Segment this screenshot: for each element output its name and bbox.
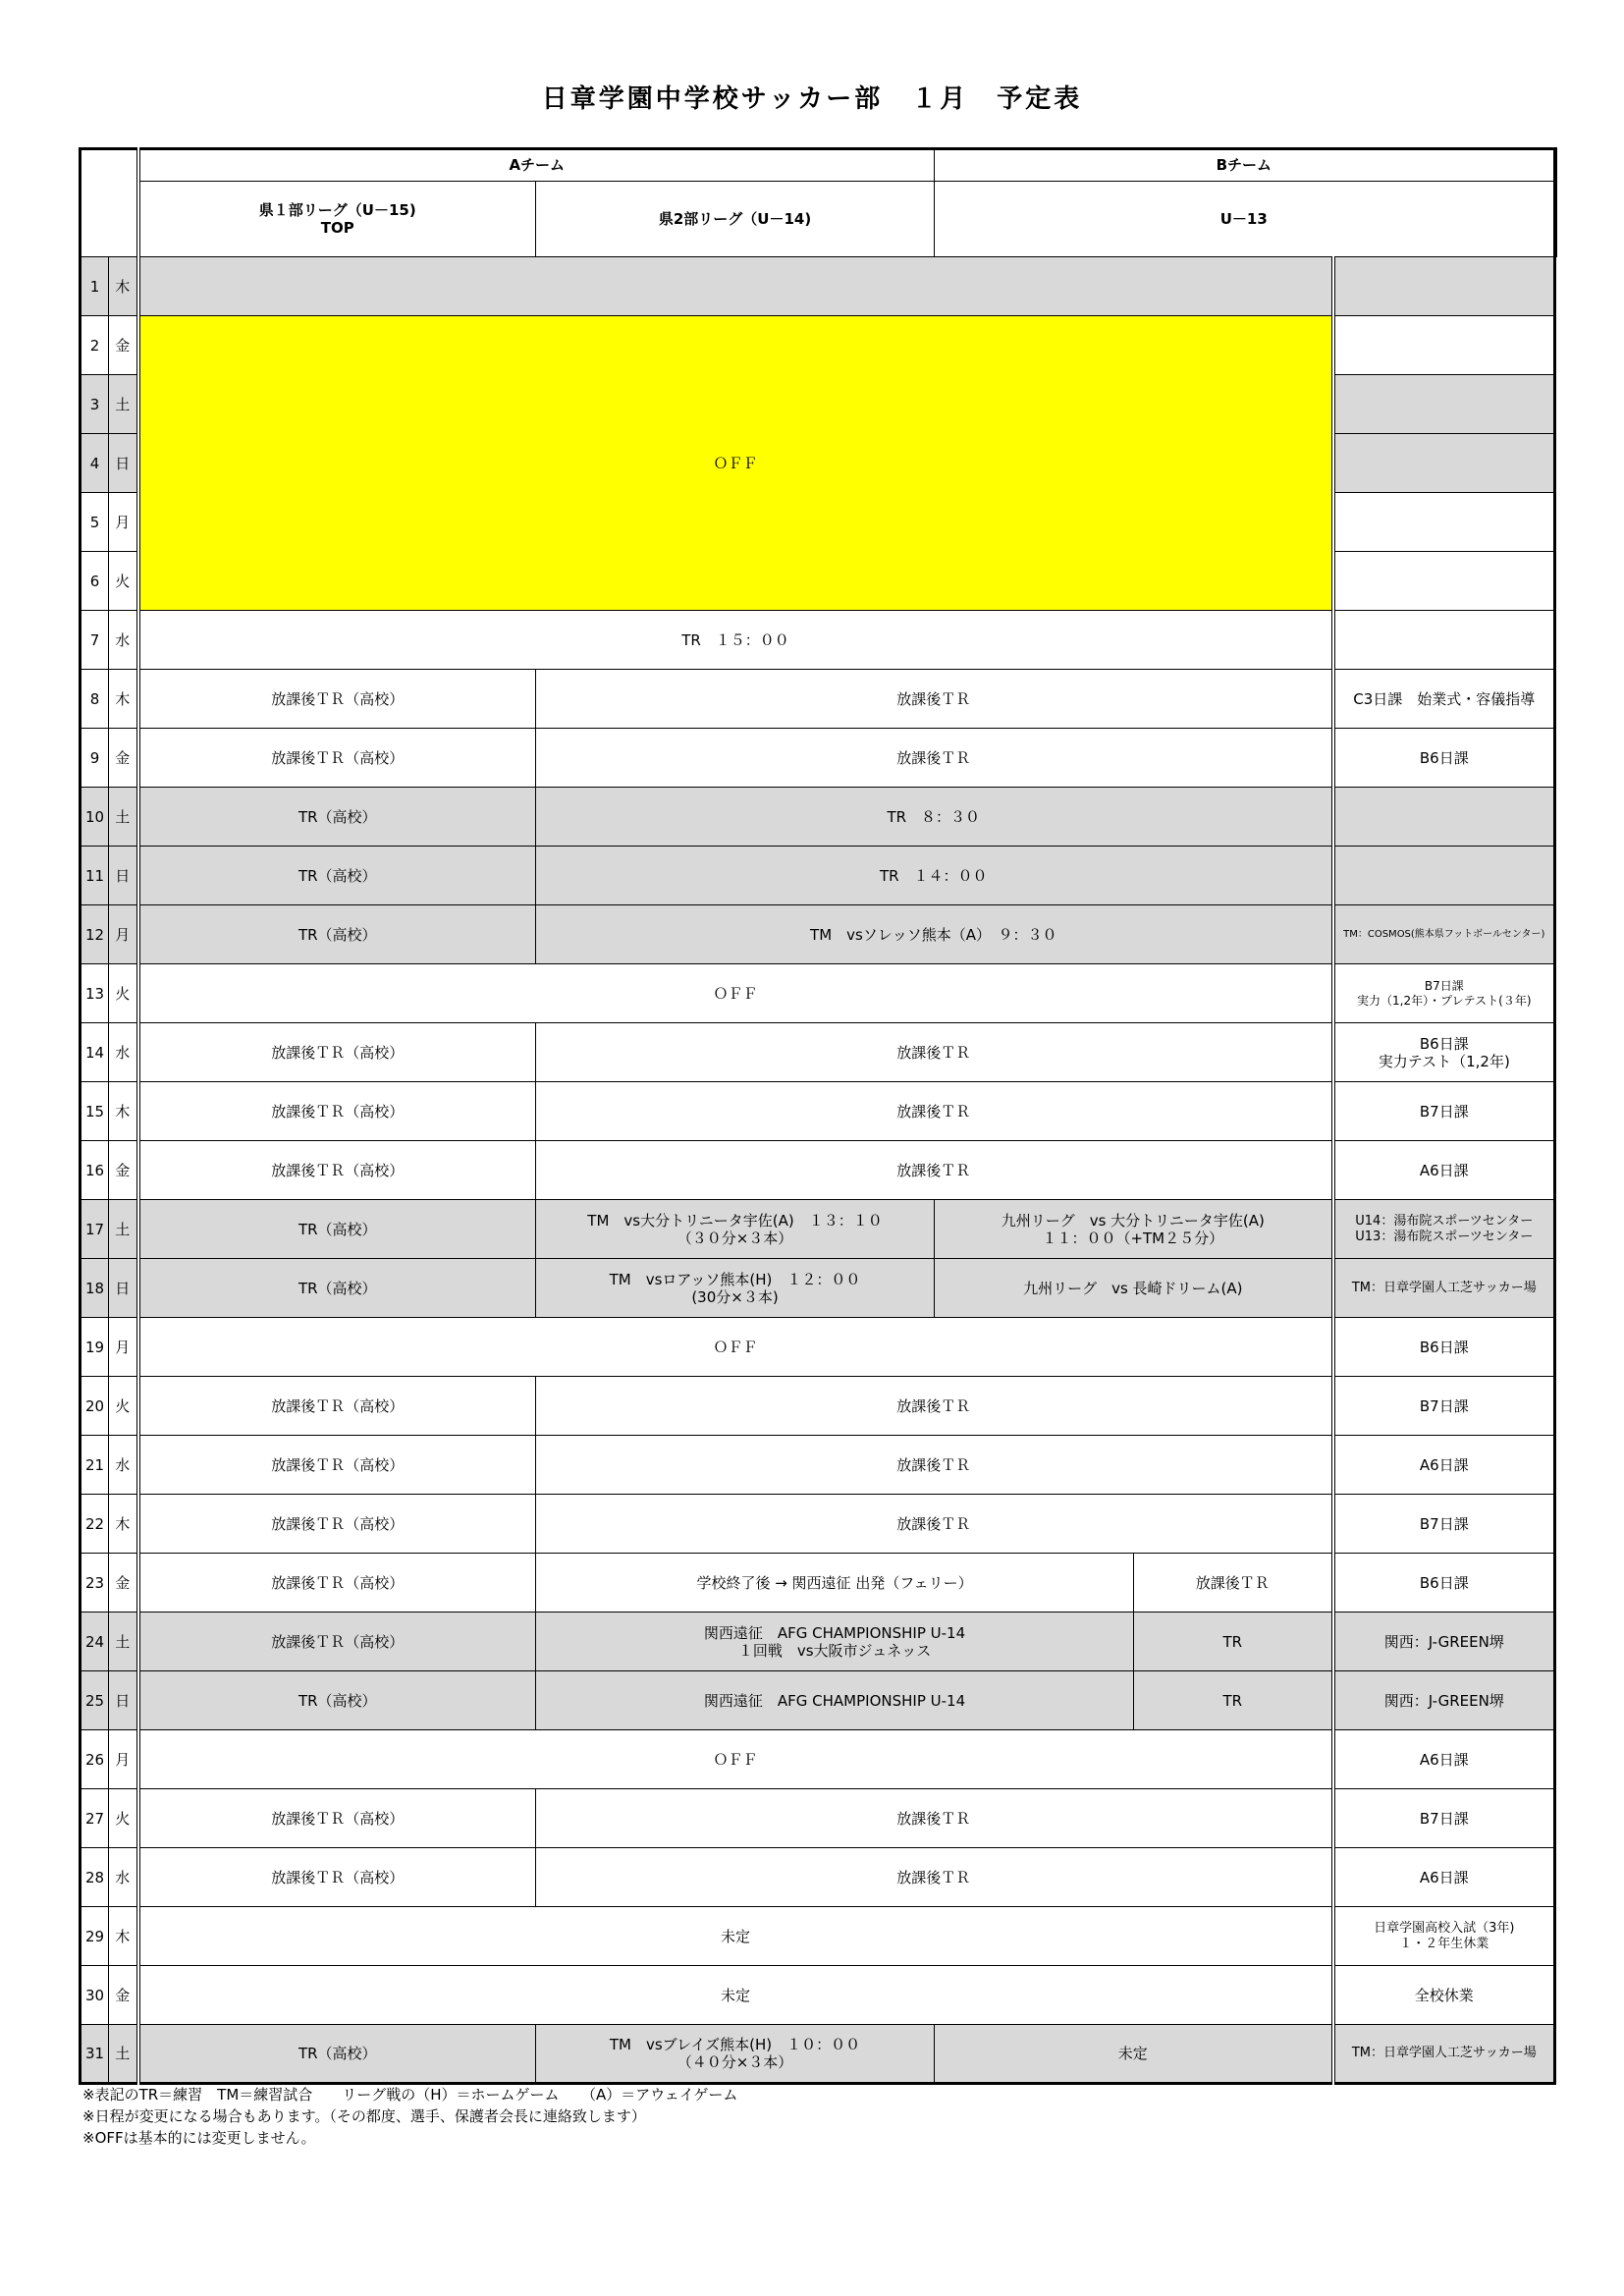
weekday: 日 [109,1259,138,1318]
remarks-cell: TM：COSMOS(熊本県フットボールセンター) [1333,905,1555,964]
schedule-row [81,1495,1555,1554]
u14-line: TM vs大分トリニータ宇佐(A) １３：１０ [587,1211,883,1230]
weekday: 木 [109,1082,138,1141]
u13-cell [935,1200,1333,1259]
corner-cell [81,149,138,257]
schedule-row [81,964,1555,1023]
day-number: 23 [81,1554,109,1613]
team-b-side-cell: TR [1134,1613,1333,1671]
team-b-cell: TR ８：３０ [536,788,1333,847]
remarks-cell: A6日課 [1333,1730,1555,1789]
weekday: 金 [109,1554,138,1613]
u14-cell [536,1200,935,1259]
weekday: 金 [109,1141,138,1200]
schedule-row [81,1730,1555,1789]
schedule-row [81,1200,1555,1259]
schedule-row [81,1318,1555,1377]
schedule-row [81,1789,1555,1848]
remarks-cell: B6日課 [1333,1554,1555,1613]
day-number: 31 [81,2025,109,2084]
weekday: 火 [109,964,138,1023]
remarks-cell [1333,1023,1555,1082]
day-number: 24 [81,1613,109,1671]
day-number: 12 [81,905,109,964]
remarks-line: U13：湯布院スポーツセンター [1355,1229,1534,1244]
day-number: 3 [81,375,109,434]
schedule-row [81,1141,1555,1200]
team-b-cell: 放課後ＴＲ [536,1377,1333,1436]
top-cell: 放課後ＴＲ（高校） [138,1141,536,1200]
schedule-row [81,1436,1555,1495]
weekday: 木 [109,670,138,729]
league2-header: 県2部リーグ（U－14) [536,181,935,256]
schedule-row [81,1613,1555,1671]
team-b-cell: 放課後ＴＲ [536,1495,1333,1554]
schedule-row [81,257,1555,316]
weekday: 日 [109,1671,138,1730]
league1-label: 県１部リーグ（U－15) [258,200,416,219]
remarks-cell [1333,788,1555,847]
top-cell: TR（高校） [138,1200,536,1259]
weekday: 日 [109,434,138,493]
top-cell: 放課後ＴＲ（高校） [138,1023,536,1082]
top-cell: 放課後ＴＲ（高校） [138,729,536,788]
footnote: ※OFFは基本的には変更しません。 [82,2129,316,2147]
team-b-cell: TR １４：００ [536,847,1333,905]
day-number: 18 [81,1259,109,1318]
day-number: 5 [81,493,109,552]
weekday: 金 [109,316,138,375]
top-cell: TR（高校） [138,1671,536,1730]
remarks-cell [1333,316,1555,375]
team-a-header: Aチーム [138,149,935,182]
top-cell: 放課後ＴＲ（高校） [138,1377,536,1436]
day-number: 27 [81,1789,109,1848]
u13-line: 九州リーグ vs 大分トリニータ宇佐(A) [1001,1211,1265,1230]
schedule-row [81,847,1555,905]
schedule-row [81,1907,1555,1966]
schedule-row [81,788,1555,847]
remarks-line: 実力テスト（1,2年) [1378,1052,1510,1070]
top-cell: TR（高校） [138,2025,536,2084]
top-cell: TR（高校） [138,905,536,964]
schedule-row [81,1671,1555,1730]
day-number: 19 [81,1318,109,1377]
weekday: 火 [109,552,138,611]
u14-line: (30分×３本) [691,1287,779,1306]
remarks-line: B6日課 [1419,1034,1469,1053]
u14-line: （３０分×３本） [677,1229,793,1247]
u13-header: U－13 [935,181,1555,256]
team-b-cell: 放課後ＴＲ [536,729,1333,788]
day-number: 28 [81,1848,109,1907]
remarks-cell: B7日課 [1333,1495,1555,1554]
schedule-row [81,1554,1555,1613]
weekday: 水 [109,1436,138,1495]
top-cell: 放課後ＴＲ（高校） [138,1082,536,1141]
schedule-row [81,1848,1555,1907]
weekday: 木 [109,1907,138,1966]
weekday: 土 [109,2025,138,2084]
schedule-row [81,1023,1555,1082]
remarks-cell: A6日課 [1333,1141,1555,1200]
all-teams-cell: ＯＦＦ [138,1318,1333,1377]
team-b-cell: TM vsソレッソ熊本（A） ９：３０ [536,905,1333,964]
team-b-line: 関西遠征 AFG CHAMPIONSHIP U-14 [703,1623,966,1642]
u14-cell [536,1259,935,1318]
remarks-line: U14：湯布院スポーツセンター [1355,1213,1534,1229]
all-teams-cell: TR １５：００ [138,611,1333,670]
schedule-row [81,1082,1555,1141]
all-teams-cell: 未定 [138,1966,1333,2025]
schedule-table [79,147,1556,2085]
weekday: 木 [109,257,138,316]
day-number: 16 [81,1141,109,1200]
remarks-cell [1333,493,1555,552]
team-b-cell: 放課後ＴＲ [536,1436,1333,1495]
remarks-cell: 関西：J-GREEN堺 [1333,1671,1555,1730]
remarks-cell [1333,1200,1555,1259]
weekday: 金 [109,729,138,788]
schedule-row [81,905,1555,964]
remarks-cell: B6日課 [1333,729,1555,788]
schedule-row [81,611,1555,670]
remarks-cell: A6日課 [1333,1848,1555,1907]
u13-cell: 未定 [935,2025,1333,2084]
u14-line: （４０分×３本） [677,2053,793,2071]
team-b-cell: 放課後ＴＲ [536,1023,1333,1082]
team-b-cell: 放課後ＴＲ [536,1789,1333,1848]
weekday: 水 [109,1848,138,1907]
remarks-cell: TM：日章学園人工芝サッカー場 [1333,2025,1555,2084]
remarks-cell: TM：日章学園人工芝サッカー場 [1333,1259,1555,1318]
schedule-row [81,729,1555,788]
day-number: 6 [81,552,109,611]
weekday: 月 [109,1318,138,1377]
team-b-cell: 放課後ＴＲ [536,1082,1333,1141]
all-teams-cell: ＯＦＦ [138,964,1333,1023]
remarks-cell: B7日課 [1333,1789,1555,1848]
remarks-cell [1333,847,1555,905]
day-number: 8 [81,670,109,729]
remarks-cell [1333,552,1555,611]
day-number: 20 [81,1377,109,1436]
header-row-leagues [81,181,1555,256]
remarks-cell [1333,611,1555,670]
remarks-line: １・２年生休業 [1399,1936,1489,1951]
remarks-line: B7日課 [1424,979,1464,994]
top-cell: TR（高校） [138,1259,536,1318]
weekday: 木 [109,1495,138,1554]
top-cell: 放課後ＴＲ（高校） [138,1789,536,1848]
day-number: 17 [81,1200,109,1259]
day-number: 10 [81,788,109,847]
empty-schedule-cell [138,257,1333,316]
day-number: 26 [81,1730,109,1789]
weekday: 月 [109,493,138,552]
weekday: 土 [109,1200,138,1259]
off-block: ＯＦＦ [138,316,1333,611]
day-number: 14 [81,1023,109,1082]
u13-line: １１：００（+TM２５分） [1042,1229,1224,1247]
footnote: ※日程が変更になる場合もあります。（その都度、選手、保護者会長に連絡致します） [82,2107,646,2125]
team-b-main-cell: 関西遠征 AFG CHAMPIONSHIP U-14 [536,1671,1134,1730]
remarks-cell [1333,964,1555,1023]
team-b-line: １回戦 vs大阪市ジュネッス [737,1641,932,1660]
day-number: 11 [81,847,109,905]
top-cell: TR（高校） [138,788,536,847]
remarks-cell: 関西：J-GREEN堺 [1333,1613,1555,1671]
schedule-row [81,2025,1555,2084]
all-teams-cell: 未定 [138,1907,1333,1966]
day-number: 30 [81,1966,109,2025]
day-number: 7 [81,611,109,670]
schedule-row [81,1377,1555,1436]
team-b-side-cell: 放課後ＴＲ [1134,1554,1333,1613]
top-cell: 放課後ＴＲ（高校） [138,1495,536,1554]
weekday: 火 [109,1377,138,1436]
team-b-main-cell: 学校終了後 → 関西遠征 出発（フェリー） [536,1554,1134,1613]
top-cell: TR（高校） [138,847,536,905]
top-cell: 放課後ＴＲ（高校） [138,1436,536,1495]
day-number: 21 [81,1436,109,1495]
day-number: 25 [81,1671,109,1730]
remarks-cell [1333,257,1555,316]
schedule-row [81,1259,1555,1318]
day-number: 9 [81,729,109,788]
team-b-side-cell: TR [1134,1671,1333,1730]
u14-cell [536,2025,935,2084]
remarks-cell: A6日課 [1333,1436,1555,1495]
weekday: 火 [109,1789,138,1848]
weekday: 金 [109,1966,138,2025]
league1-sub: TOP [320,218,354,237]
u14-line: TM vsロアッソ熊本(H) １２：００ [609,1270,861,1288]
league1-header [138,181,536,256]
team-b-main-cell [536,1613,1134,1671]
all-teams-cell: ＯＦＦ [138,1730,1333,1789]
weekday: 月 [109,905,138,964]
footnotes [82,2084,737,2149]
remarks-cell [1333,434,1555,493]
top-cell: 放課後ＴＲ（高校） [138,1613,536,1671]
remarks-cell [1333,1907,1555,1966]
remarks-cell: B7日課 [1333,1082,1555,1141]
day-number: 29 [81,1907,109,1966]
day-number: 15 [81,1082,109,1141]
weekday: 水 [109,611,138,670]
header-row-teams [81,149,1555,182]
remarks-cell: B7日課 [1333,1377,1555,1436]
team-b-cell: 放課後ＴＲ [536,670,1333,729]
day-number: 2 [81,316,109,375]
schedule-row [81,1966,1555,2025]
page-title: 日章学園中学校サッカー部 １月 予定表 [541,84,1083,114]
weekday: 土 [109,788,138,847]
remarks-line: 日章学園高校入試（3年) [1374,1920,1515,1936]
remarks-cell: C3日課 始業式・容儀指導 [1333,670,1555,729]
team-b-cell: 放課後ＴＲ [536,1848,1333,1907]
top-cell: 放課後ＴＲ（高校） [138,1554,536,1613]
weekday: 水 [109,1023,138,1082]
team-b-cell: 放課後ＴＲ [536,1141,1333,1200]
day-number: 4 [81,434,109,493]
remarks-cell: 全校休業 [1333,1966,1555,2025]
u13-cell: 九州リーグ vs 長崎ドリーム(A) [935,1259,1333,1318]
remarks-cell [1333,375,1555,434]
top-cell: 放課後ＴＲ（高校） [138,1848,536,1907]
team-b-header: Bチーム [935,149,1555,182]
weekday: 土 [109,1613,138,1671]
weekday: 土 [109,375,138,434]
top-cell: 放課後ＴＲ（高校） [138,670,536,729]
u14-line: TM vsブレイズ熊本(H) １０：００ [609,2036,861,2053]
weekday: 日 [109,847,138,905]
remarks-cell: B6日課 [1333,1318,1555,1377]
remarks-line: 実力（1,2年）・プレテスト(３年) [1357,993,1532,1008]
day-number: 1 [81,257,109,316]
day-number: 22 [81,1495,109,1554]
schedule-row [81,316,1555,375]
day-number: 13 [81,964,109,1023]
footnote: ※表記のTR＝練習 TM＝練習試合 リーグ戦の（H）＝ホームゲーム （A）＝アウェイゲーム [82,2086,738,2104]
schedule-row [81,670,1555,729]
weekday: 月 [109,1730,138,1789]
